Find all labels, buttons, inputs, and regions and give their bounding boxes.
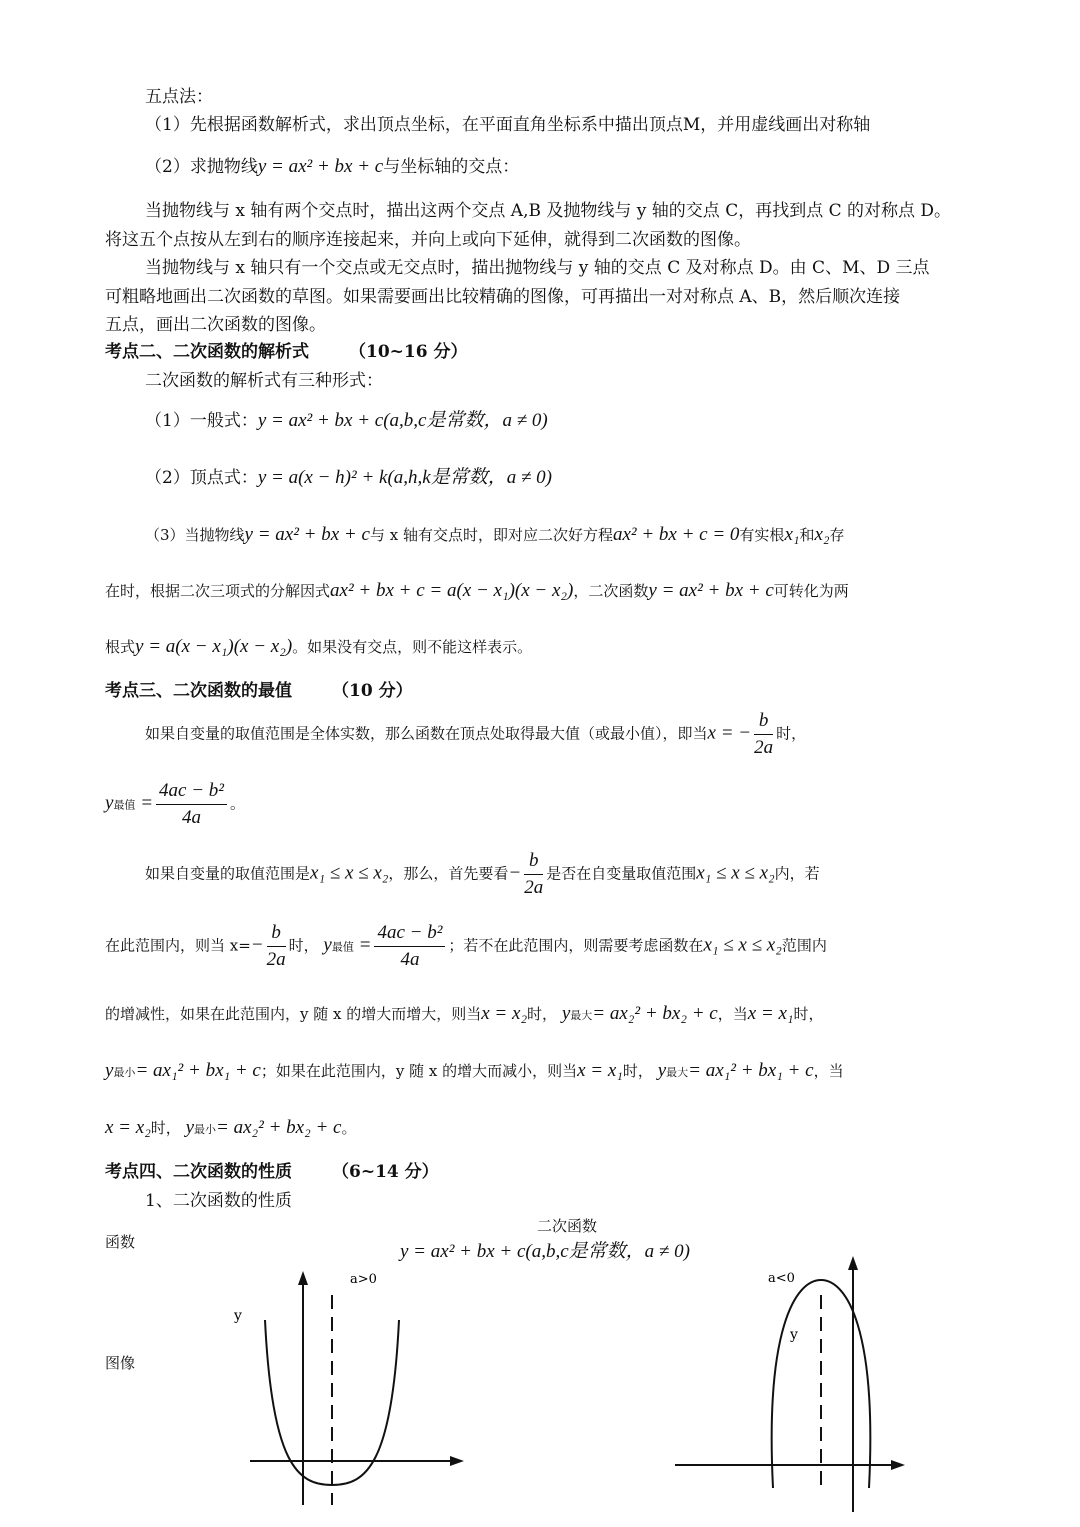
fraction: $\frac{\text{4ac − b²}}{4a}$ bbox=[374, 920, 445, 973]
graph-downward-parabola bbox=[665, 1250, 915, 1525]
graph-left-label: a>0 bbox=[350, 1272, 377, 1287]
table-header: 二次函数 bbox=[537, 1217, 598, 1235]
formula: y = a(x − h)² + k(a,h,k是常数，a ≠ 0) bbox=[257, 467, 552, 488]
method-para2-l1: 当抛物线与 x 轴只有一个交点或无交点时，描出抛物线与 y 轴的交点 C 及对称点 D。由 C、M、D 三点 bbox=[145, 258, 930, 278]
fraction: $\frac{b}{2a}$ bbox=[524, 850, 544, 898]
method-para1-l1: 当抛物线与 x 轴有两个交点时，描出这两个交点 A,B 及抛物线与 y 轴的交点 C，再找到点 C 的对称点 D。 bbox=[145, 201, 952, 221]
y-axis-arrow bbox=[848, 1256, 858, 1270]
section2-heading: 考点二、二次函数的解析式 （10~16 分） bbox=[105, 342, 468, 362]
graph-right-label: a<0 bbox=[768, 1271, 795, 1286]
fraction: $\frac{b}{2a}$ bbox=[754, 710, 774, 758]
row-label-graph: 图像 bbox=[105, 1354, 136, 1372]
formula: y = ax² + bx + c bbox=[257, 156, 384, 177]
section2-form3-l3: 根式y = a(x − x₁)(x − x₂)。如果没有交点，则不能这样表示。 bbox=[105, 636, 533, 657]
method-title: 五点法： bbox=[145, 87, 213, 107]
fraction: $\frac{b}{2a}$ bbox=[266, 922, 286, 970]
section3-p3: 在此范围内，则当 x=− $\frac{b}{2a}$ 时， y最值 = $\frac{\text{4ac − b²}}{4a}$ ；若不在此范围内，则需要考虑函数在x₁ ≤ x ≤ x₂范围内 bbox=[105, 920, 827, 973]
section3-heading: 考点三、二次函数的最值 （10 分） bbox=[105, 681, 413, 701]
method-para1-l2: 将这五个点按从左到右的顺序连接起来，并向上或向下延伸，就得到二次函数的图像。 bbox=[105, 230, 751, 250]
section3-p4: 的增减性，如果在此范围内，y 随 x 的增大而增大，则当x = x₂时， y最大= ax₂² + bx₂ + c，当x = x₁时， bbox=[105, 1003, 824, 1024]
section2-form3-l2: 在时，根据二次三项式的分解因式ax² + bx + c = a(x − x₁)(x − x₂)，二次函数y = ax² + bx + c可转化为两 bbox=[105, 580, 849, 601]
section2-form3-l1: （3）当抛物线y = ax² + bx + c与 x 轴有交点时，即对应二次好方程ax² + bx + c = 0有实根x₁和x₂存 bbox=[145, 524, 845, 545]
x-axis-arrow bbox=[450, 1456, 464, 1466]
method-step1: （1）先根据函数解析式，求出顶点坐标，在平面直角坐标系中描出顶点M，并用虚线画出对称轴 bbox=[145, 115, 871, 135]
method-step2: （2）求抛物线y = ax² + bx + c与坐标轴的交点： bbox=[145, 156, 520, 177]
y-axis-arrow bbox=[298, 1271, 308, 1285]
section2-form2: （2）顶点式：y = a(x − h)² + k(a,h,k是常数，a ≠ 0) bbox=[145, 467, 552, 488]
section4-sub: 1、二次函数的性质 bbox=[145, 1191, 292, 1211]
section3-p2: 如果自变量的取值范围是x₁ ≤ x ≤ x₂，那么，首先要看− $\frac{b}{2a}$ 是否在自变量取值范围x₁ ≤ x ≤ x₂内，若 bbox=[145, 848, 820, 901]
formula: y = ax² + bx + c(a,b,c是常数，a ≠ 0) bbox=[257, 410, 548, 431]
graph-left-axis-label: y bbox=[234, 1308, 242, 1324]
table-formula: y = ax² + bx + c(a,b,c是常数，a ≠ 0) bbox=[400, 1241, 690, 1262]
section4-heading: 考点四、二次函数的性质 （6~14 分） bbox=[105, 1162, 439, 1182]
section3-p1: 如果自变量的取值范围是全体实数，那么函数在顶点处取得最大值（或最小值），即当x = − $\frac{b}{2a}$ 时， bbox=[145, 708, 806, 761]
row-label-function: 函数 bbox=[105, 1233, 136, 1251]
fraction: $\frac{\text{4ac − b²}}{4a}$ bbox=[156, 778, 227, 831]
section2-form1: （1）一般式：y = ax² + bx + c(a,b,c是常数，a ≠ 0) bbox=[145, 410, 548, 431]
section2-intro: 二次函数的解析式有三种形式： bbox=[145, 371, 383, 391]
section3-p5: y最小= ax₁² + bx₁ + c；如果在此范围内，y 随 x 的增大而减小，则当x = x₁时， y最大= ax₁² + bx₁ + c，当 bbox=[105, 1060, 844, 1081]
method-para2-l2: 可粗略地画出二次函数的草图。如果需要画出比较精确的图像，可再描出一对对称点 A、B，然后顺次连接 bbox=[105, 287, 901, 307]
section3-ymax: y最值 = $\frac{\text{4ac − b²}}{4a}$ 。 bbox=[105, 778, 245, 831]
x-axis-arrow bbox=[891, 1460, 905, 1470]
section3-p6: x = x₂时， y最小= ax₂² + bx₂ + c。 bbox=[105, 1117, 357, 1138]
graph-right-axis-label: y bbox=[790, 1327, 798, 1343]
graph-upward-parabola bbox=[220, 1265, 480, 1527]
method-para2-l3: 五点，画出二次函数的图像。 bbox=[105, 315, 326, 335]
